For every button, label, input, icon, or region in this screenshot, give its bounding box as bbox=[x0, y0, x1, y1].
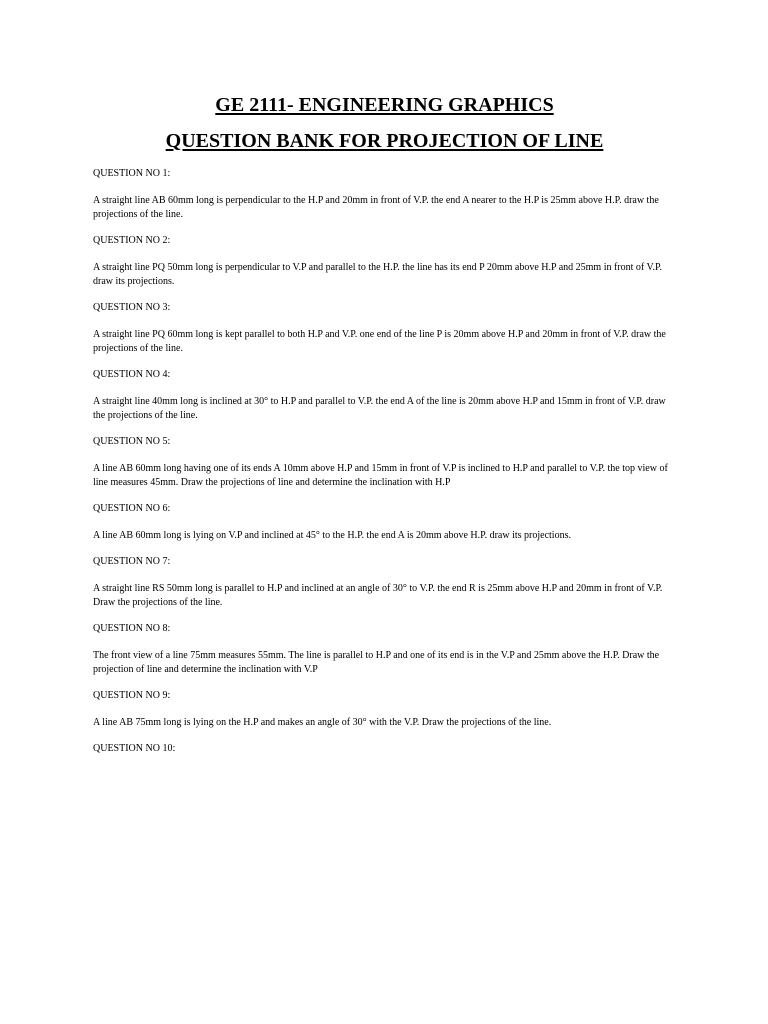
question-item bbox=[93, 301, 676, 368]
question-text: The front view of a line 75mm measures 55mm. The line is parallel to H.P and one of its end is in the V.P and 25mm above the H.P. Draw the projection of line and determine the inclination with V.P bbox=[93, 650, 660, 675]
question-item bbox=[93, 435, 676, 502]
question-label: QUESTION NO 5: bbox=[93, 436, 171, 447]
document-subtitle: QUESTION BANK FOR PROJECTION OF LINE bbox=[165, 130, 604, 152]
question-item bbox=[93, 555, 676, 622]
question-label: QUESTION NO 9: bbox=[93, 690, 171, 701]
question-text: A line AB 75mm long is lying on the H.P and makes an angle of 30° with the V.P. Draw the projections of the line. bbox=[93, 717, 552, 728]
question-label: QUESTION NO 7: bbox=[93, 556, 171, 567]
question-text: A straight line PQ 50mm long is perpendicular to V.P and parallel to the H.P. the line has its end P 20mm above H.P and 25mm in front of V.P. draw its projections. bbox=[93, 262, 662, 287]
question-label: QUESTION NO 3: bbox=[93, 302, 171, 313]
question-label: QUESTION NO 8: bbox=[93, 623, 171, 634]
question-label: QUESTION NO 1: bbox=[93, 168, 171, 179]
question-text: A straight line RS 50mm long is parallel to H.P and inclined at an angle of 30° to V.P. the end R is 25mm above H.P and 20mm in front of V.P. Draw the projections of the line. bbox=[93, 583, 663, 608]
question-list bbox=[93, 167, 676, 756]
question-text: A straight line 40mm long is inclined at 30° to H.P and parallel to V.P. the end A of the line is 20mm above H.P and 15mm in front of V.P. draw the projections of the line. bbox=[93, 396, 666, 421]
document-title: GE 2111- ENGINEERING GRAPHICS bbox=[215, 94, 554, 116]
question-text: A line AB 60mm long having one of its ends A 10mm above H.P and 15mm in front of V.P is inclined to H.P and parallel to V.P. the top view of line measures 45mm. Draw the projections of line and determine the inclination with H.P bbox=[93, 463, 668, 488]
question-text: A straight line PQ 60mm long is kept parallel to both H.P and V.P. one end of the line P is 20mm above H.P and 20mm in front of V.P. draw the projections of the line. bbox=[93, 329, 666, 354]
question-label: QUESTION NO 10: bbox=[93, 743, 176, 754]
question-label: QUESTION NO 4: bbox=[93, 369, 171, 380]
question-text: A straight line AB 60mm long is perpendicular to the H.P and 20mm in front of V.P. the end A nearer to the H.P is 25mm above H.P. draw the projections of the line. bbox=[93, 195, 659, 220]
question-label: QUESTION NO 6: bbox=[93, 503, 171, 514]
question-item bbox=[93, 502, 676, 555]
question-item bbox=[93, 742, 676, 756]
question-label: QUESTION NO 2: bbox=[93, 235, 171, 246]
question-text: A line AB 60mm long is lying on V.P and inclined at 45° to the H.P. the end A is 20mm above H.P. draw its projections. bbox=[93, 530, 571, 541]
question-item bbox=[93, 167, 676, 234]
question-item bbox=[93, 368, 676, 435]
question-item bbox=[93, 234, 676, 301]
question-item bbox=[93, 622, 676, 689]
question-item bbox=[93, 689, 676, 742]
